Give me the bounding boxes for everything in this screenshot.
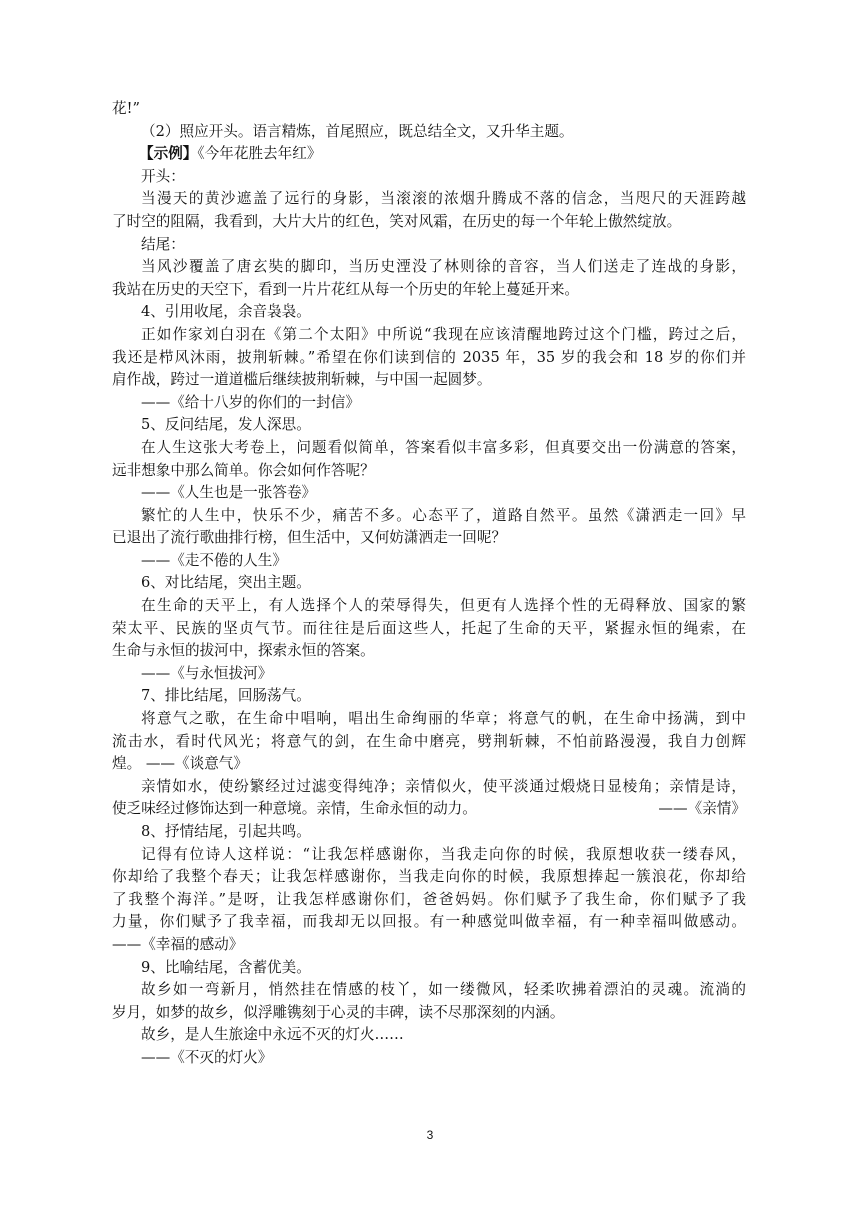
section-heading: 8、抒情结尾，引起共鸣。 (141, 823, 311, 840)
source-attribution: ——《走不倦的人生》 (141, 551, 287, 569)
text-line: （2）照应开头。语言精炼，首尾照应，既总结全文，又升华主题。 (141, 122, 574, 140)
text-line: 故乡，是人生旅途中永远不灭的灯火…… (141, 1026, 404, 1044)
source-attribution: ——《给十八岁的你们的一封信》 (141, 393, 360, 411)
source-attribution: ——《与永恒拔河》 (141, 664, 273, 682)
text-line: 岁月，如梦的故乡，似浮雕镌刻于心灵的丰碑，读不尽那深刻的内涵。 (112, 1003, 565, 1021)
section-heading: 6、对比结尾，突出主题。 (141, 574, 311, 592)
text-line: 繁忙的人生中，快乐不少，痛苦不多。心态平了，道路自然平。虽然《潇洒走一回》早 (141, 506, 746, 524)
text-line: 当漫天的黄沙遮盖了远行的身影，当滚滚的浓烟升腾成不落的信念，当咫尺的天涯跨越 (141, 190, 746, 208)
text-line: 记得有位诗人这样说：“让我怎样感谢你，当我走向你的时候，我原想收获一缕春风， (141, 845, 746, 863)
source-attribution: ——《不灭的灯火》 (141, 1048, 273, 1066)
section-heading: 4、引用收尾，余音袅袅。 (141, 303, 311, 321)
text-line: 亲情如水，使纷繁经过过滤变得纯净；亲情似火，使平淡通过煅烧日显棱角；亲情是诗， (141, 777, 746, 795)
text-line: 结尾： (141, 235, 185, 253)
text-line: 当风沙覆盖了唐玄奘的脚印，当历史湮没了林则徐的音容，当人们送走了连战的身影， (141, 258, 746, 276)
text-line: 我站在历史的天空下，看到一片片花红从每一个历史的年轮上蔓延开来。 (112, 280, 580, 298)
source-attribution: ——《幸福的感动》 (112, 935, 244, 953)
source-attribution: ——《亲情》 (658, 800, 746, 818)
text-line: 了时空的阻隔，我看到，大片大片的红色，笑对风霜，在历史的每一个年轮上傲然绽放。 (112, 212, 682, 230)
text-line: 荣太平、民族的坚贞气节。而往往是后面这些人，托起了生命的天平，紧握永恒的绳索，在 (112, 619, 746, 637)
text-line: 故乡如一弯新月，悄然挂在情感的枝丫，如一缕微风，轻柔吹拂着漂泊的灵魂。流淌的 (141, 981, 746, 999)
text-line: 将意气之歌，在生命中唱响，唱出生命绚丽的华章；将意气的帆，在生命中扬满，到中 (141, 710, 746, 728)
text-line-with-source (112, 798, 746, 821)
text-line: 生命与永恒的拔河中，探索永恒的答案。 (112, 642, 375, 660)
text-line: 开头： (141, 167, 185, 185)
text-line: 正如作家刘白羽在《第二个太阳》中所说“我现在应该清醒地跨过这个门槛，跨过之后， (141, 325, 746, 343)
text-line: 已退出了流行歌曲排行榜，但生活中，又何妨潇洒走一回呢？ (112, 529, 507, 547)
page-number: 3 (426, 1128, 434, 1142)
page-body (112, 98, 746, 1070)
section-heading: 7、排比结尾，回肠荡气。 (141, 687, 311, 705)
text-line: 流击水，看时代风光；将意气的剑，在生命中磨亮，劈荆斩棘，不怕前路漫漫，我自力创辉 (112, 732, 746, 750)
example-title: 《今年花胜去年红》 (197, 145, 322, 163)
text-line: 在人生这张大考卷上，问题看似简单，答案看似丰富多彩，但真要交出一份满意的答案， (141, 438, 746, 456)
section-heading: 5、反问结尾，发人深思。 (141, 416, 311, 434)
text-line: 力量，你们赋予了我幸福，而我却无以回报。有一种感觉叫做幸福，有一种幸福叫做感动。 (112, 913, 746, 931)
text-line: 你却给了我整个春天；让我怎样感谢你，当我走向你的时候，我原想捧起一簇浪花，你却给 (112, 868, 746, 886)
text-line: 花!” (112, 100, 140, 117)
example-heading (112, 143, 746, 166)
source-attribution: ——《人生也是一张答卷》 (141, 484, 317, 502)
text-line: 肩作战，跨过一道道槛后继续披荆斩棘，与中国一起圆梦。 (112, 371, 492, 389)
text-line: 了我整个海洋。”是呀，让我怎样感谢你们，爸爸妈妈。你们赋予了我生命，你们赋予了我 (112, 890, 746, 908)
text-line: 使乏味经过修饰达到一种意境。亲情，生命永恒的动力。 (112, 800, 477, 818)
text-line: 在生命的天平上，有人选择个人的荣辱得失，但更有人选择个性的无碍释放、国家的繁 (141, 597, 746, 615)
text-line: 煌。 ——《谈意气》 (112, 755, 248, 773)
section-heading: 9、比喻结尾，含蓄优美。 (141, 958, 311, 976)
text-line: 远非想象中那么简单。你会如何作答呢？ (112, 461, 375, 479)
text-line: 我还是栉风沐雨，披荆斩棘。”希望在你们读到信的 2035 年，35 岁的我会和 18 岁的你们并 (112, 348, 746, 366)
example-tag: 【示例】 (139, 145, 198, 163)
